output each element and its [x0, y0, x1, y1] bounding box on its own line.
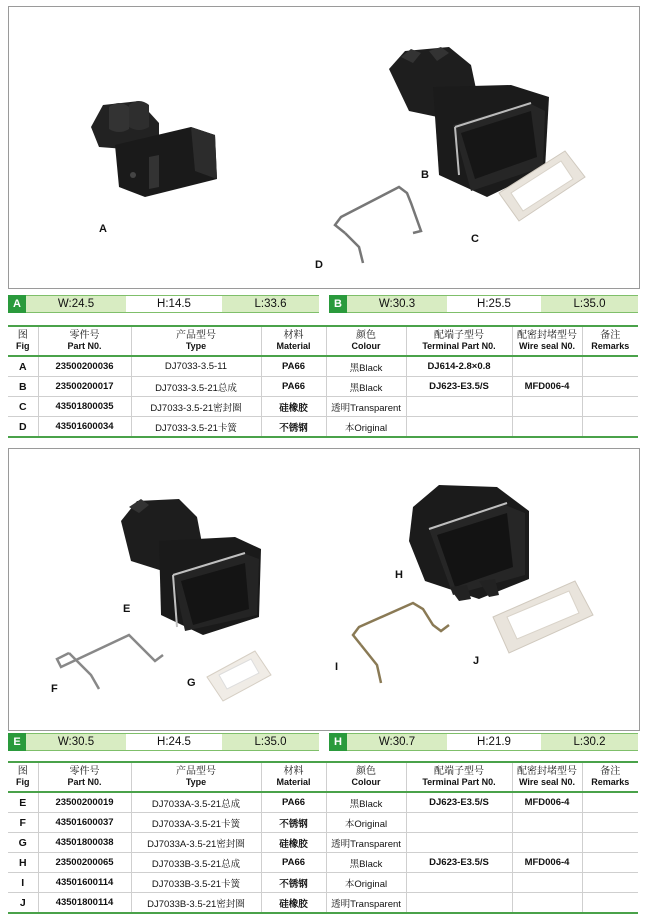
cell-material: PA66	[261, 792, 326, 813]
cell-part-no: 43501600037	[38, 813, 131, 833]
header-colour: 颜色 Colour	[326, 762, 406, 792]
cell-wire-seal	[512, 417, 582, 438]
photo-label-b: B	[421, 169, 429, 181]
cell-terminal: DJ614-2.8×0.8	[406, 356, 512, 377]
header-remarks: 备注 Remarks	[582, 326, 638, 356]
cell-colour: 本Original	[326, 873, 406, 893]
cell-part-no: 23500200017	[38, 377, 131, 397]
cell-colour: 透明Transparent	[326, 833, 406, 853]
cell-material: 硅橡胶	[261, 397, 326, 417]
cell-part-no: 43501800114	[38, 893, 131, 914]
cell-type: DJ7033-3.5-21密封圈	[131, 397, 261, 417]
connector-photo-2	[9, 449, 639, 730]
cell-remarks	[582, 853, 638, 873]
photo-label-d: D	[315, 259, 323, 271]
header-wire-seal: 配密封堵型号 Wire seal N0.	[512, 762, 582, 792]
dim-width: W:30.7	[347, 733, 447, 751]
clip-f-image	[57, 635, 163, 689]
cell-type: DJ7033B-3.5-21卡簧	[131, 873, 261, 893]
cell-material: 不锈钢	[261, 417, 326, 438]
cell-material: 不锈钢	[261, 873, 326, 893]
cell-terminal	[406, 397, 512, 417]
connector-b-image	[389, 47, 549, 197]
cell-fig: G	[8, 833, 38, 853]
cell-fig: B	[8, 377, 38, 397]
cell-type: DJ7033-3.5-11	[131, 356, 261, 377]
cell-wire-seal	[512, 873, 582, 893]
dim-badge: E	[8, 733, 26, 751]
header-type: 产品型号 Type	[131, 762, 261, 792]
cell-wire-seal: MFD006-4	[512, 792, 582, 813]
table-row	[8, 377, 638, 397]
cell-wire-seal	[512, 833, 582, 853]
table-row	[8, 792, 638, 813]
table-header-row	[8, 326, 638, 356]
product-photo-panel-1	[8, 6, 640, 289]
seal-g-image	[207, 651, 271, 701]
photo-label-i: I	[335, 661, 339, 673]
cell-type: DJ7033B-3.5-21密封圈	[131, 893, 261, 914]
cell-type: DJ7033A-3.5-21卡簧	[131, 813, 261, 833]
header-part-no: 零件号 Part N0.	[38, 762, 131, 792]
photo-label-c: C	[471, 233, 479, 245]
cell-remarks	[582, 893, 638, 914]
cell-colour: 黑Black	[326, 377, 406, 397]
cell-material: 不锈钢	[261, 813, 326, 833]
cell-remarks	[582, 356, 638, 377]
cell-terminal	[406, 873, 512, 893]
cell-part-no: 43501800035	[38, 397, 131, 417]
spec-table-1	[8, 325, 638, 438]
cell-wire-seal	[512, 397, 582, 417]
product-photo-panel-2	[8, 448, 640, 731]
cell-fig: J	[8, 893, 38, 914]
cell-part-no: 43501800038	[38, 833, 131, 853]
cell-colour: 黑Black	[326, 792, 406, 813]
header-fig: 图 Fig	[8, 762, 38, 792]
cell-type: DJ7033A-3.5-21密封圈	[131, 833, 261, 853]
header-material: 材料 Material	[261, 326, 326, 356]
dim-height: H:21.9	[447, 733, 541, 751]
table-row	[8, 397, 638, 417]
cell-fig: I	[8, 873, 38, 893]
seal-j-image	[493, 581, 593, 653]
cell-type: DJ7033-3.5-21总成	[131, 377, 261, 397]
cell-part-no: 23500200065	[38, 853, 131, 873]
header-colour: 颜色 Colour	[326, 326, 406, 356]
cell-type: DJ7033-3.5-21卡簧	[131, 417, 261, 438]
dim-badge: B	[329, 295, 347, 313]
header-terminal: 配端子型号 Terminal Part N0.	[406, 762, 512, 792]
cell-wire-seal	[512, 356, 582, 377]
cell-terminal	[406, 813, 512, 833]
cell-wire-seal	[512, 893, 582, 914]
table-row	[8, 853, 638, 873]
dim-height: H:14.5	[126, 295, 222, 313]
dim-width: W:30.3	[347, 295, 447, 313]
dim-height: H:25.5	[447, 295, 541, 313]
clip-i-image	[353, 603, 449, 683]
dim-badge: H	[329, 733, 347, 751]
dim-width: W:24.5	[26, 295, 126, 313]
connector-photo-1	[9, 7, 639, 288]
table-header-row	[8, 762, 638, 792]
cell-fig: E	[8, 792, 38, 813]
dimension-bar-b	[329, 295, 638, 313]
cell-part-no: 23500200019	[38, 792, 131, 813]
table-row	[8, 833, 638, 853]
header-type: 产品型号 Type	[131, 326, 261, 356]
cell-colour: 透明Transparent	[326, 397, 406, 417]
cell-remarks	[582, 833, 638, 853]
cell-fig: H	[8, 853, 38, 873]
table-row	[8, 417, 638, 438]
cell-fig: F	[8, 813, 38, 833]
connector-e-image	[121, 499, 261, 635]
table-row	[8, 873, 638, 893]
cell-remarks	[582, 377, 638, 397]
header-remarks: 备注 Remarks	[582, 762, 638, 792]
cell-terminal: DJ623-E3.5/S	[406, 792, 512, 813]
table-row	[8, 356, 638, 377]
cell-part-no: 23500200036	[38, 356, 131, 377]
clip-d-image	[335, 187, 421, 263]
photo-label-e: E	[123, 603, 131, 615]
photo-label-f: F	[51, 683, 58, 695]
dim-length: L:35.0	[541, 295, 638, 313]
cell-type: DJ7033B-3.5-21总成	[131, 853, 261, 873]
header-part-no: 零件号 Part N0.	[38, 326, 131, 356]
cell-wire-seal	[512, 813, 582, 833]
cell-part-no: 43501600034	[38, 417, 131, 438]
cell-material: PA66	[261, 853, 326, 873]
cell-terminal: DJ623-E3.5/S	[406, 853, 512, 873]
cell-material: 硅橡胶	[261, 833, 326, 853]
connector-h-image	[409, 485, 529, 601]
cell-fig: C	[8, 397, 38, 417]
cell-terminal: DJ623-E3.5/S	[406, 377, 512, 397]
cell-colour: 透明Transparent	[326, 893, 406, 914]
dim-length: L:30.2	[541, 733, 638, 751]
cell-colour: 黑Black	[326, 853, 406, 873]
header-material: 材料 Material	[261, 762, 326, 792]
photo-label-a: A	[99, 223, 107, 235]
cell-colour: 本Original	[326, 813, 406, 833]
cell-wire-seal: MFD006-4	[512, 853, 582, 873]
cell-part-no: 43501600114	[38, 873, 131, 893]
photo-label-j: J	[473, 655, 480, 667]
photo-label-h: H	[395, 569, 403, 581]
cell-remarks	[582, 397, 638, 417]
dimension-bar-h	[329, 733, 638, 751]
dim-length: L:33.6	[222, 295, 319, 313]
dim-width: W:30.5	[26, 733, 126, 751]
cell-material: PA66	[261, 356, 326, 377]
cell-fig: D	[8, 417, 38, 438]
cell-type: DJ7033A-3.5-21总成	[131, 792, 261, 813]
dim-length: L:35.0	[222, 733, 319, 751]
connector-a-image	[91, 101, 217, 197]
cell-colour: 黑Black	[326, 356, 406, 377]
dimension-bar-a	[8, 295, 319, 313]
header-wire-seal: 配密封堵型号 Wire seal N0.	[512, 326, 582, 356]
dim-badge: A	[8, 295, 26, 313]
cell-material: PA66	[261, 377, 326, 397]
table-row	[8, 893, 638, 914]
cell-terminal	[406, 833, 512, 853]
photo-label-g: G	[187, 677, 196, 689]
cell-material: 硅橡胶	[261, 893, 326, 914]
cell-remarks	[582, 417, 638, 438]
header-fig: 图 Fig	[8, 326, 38, 356]
cell-remarks	[582, 873, 638, 893]
cell-terminal	[406, 417, 512, 438]
table-row	[8, 813, 638, 833]
header-terminal: 配端子型号 Terminal Part N0.	[406, 326, 512, 356]
cell-remarks	[582, 813, 638, 833]
cell-colour: 本Original	[326, 417, 406, 438]
cell-remarks	[582, 792, 638, 813]
dim-height: H:24.5	[126, 733, 222, 751]
cell-terminal	[406, 893, 512, 914]
cell-fig: A	[8, 356, 38, 377]
spec-table-2	[8, 761, 638, 914]
dimension-bar-e	[8, 733, 319, 751]
cell-wire-seal: MFD006-4	[512, 377, 582, 397]
